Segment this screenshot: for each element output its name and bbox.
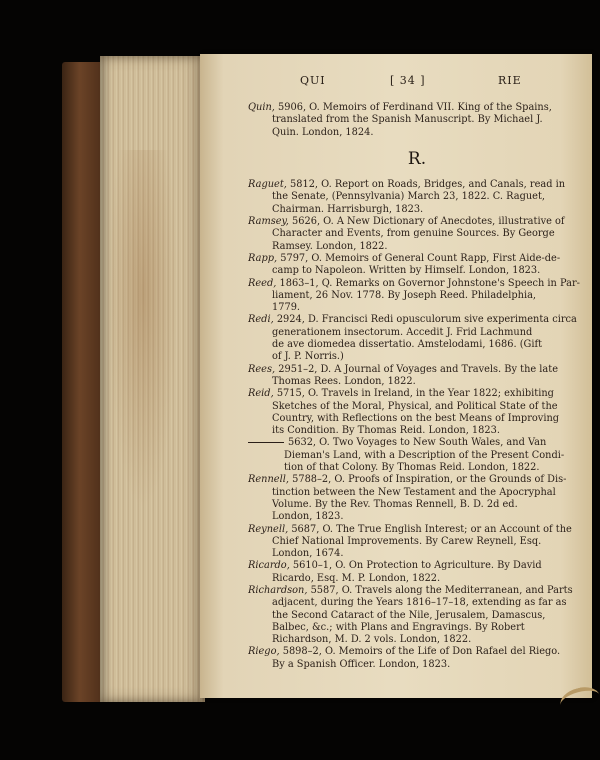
entry-text: Quin. London, 1824. (272, 126, 374, 138)
entry-continuation-line (248, 401, 586, 413)
author-name: Ricardo, (248, 560, 290, 572)
entry-text: 5812, O. Report on Roads, Bridges, and Canals, read in (286, 179, 566, 191)
entry-continuation-line (248, 302, 586, 314)
bibliography-entry (248, 102, 586, 139)
entry-text: By a Spanish Officer. London, 1823. (272, 658, 451, 670)
entry-text: its Condition. By Thomas Reid. London, 1823. (272, 425, 500, 437)
entry-continuation-line (248, 265, 586, 277)
entry-text: Country, with Reflections on the best Means of Improving (272, 412, 560, 424)
entry-continuation-line (248, 487, 586, 499)
bibliography-entry (248, 646, 586, 671)
entry-text: Character and Events, from genuine Sources. By George (272, 228, 555, 240)
entry-text: 5715, O. Travels in Ireland, in the Year 1822; exhibiting (273, 388, 554, 400)
entry-first-line (248, 585, 586, 597)
bibliography-entry (248, 179, 586, 216)
entry-continuation-line (248, 622, 586, 634)
entry-text: 5797, O. Memoirs of General Count Rapp, First Aide-de- (277, 252, 561, 264)
entry-text: tinction between the New Testament and the Apocryphal (272, 486, 556, 498)
entry-continuation-line (248, 290, 586, 302)
entry-text: tion of that Colony. By Thomas Reid. London, 1822. (284, 462, 540, 474)
entry-continuation-line (248, 573, 586, 585)
entry-text: Ricardo, Esq. M. P. London, 1822. (272, 572, 441, 584)
ditto-dash (248, 442, 284, 443)
bibliography-entry (248, 524, 586, 561)
author-name: Reynell, (248, 523, 289, 535)
author-name: Reid, (248, 388, 274, 400)
entry-continuation-line (248, 339, 586, 351)
entry-continuation-line (248, 376, 586, 388)
entry-continuation-line (248, 204, 586, 216)
author-name: Ramsey, (248, 216, 289, 228)
page-number: [ 34 ] (390, 74, 426, 87)
entry-continuation-line (248, 327, 586, 339)
entry-text: camp to Napoleon. Written by Himself. London, 1823. (272, 265, 541, 277)
entry-continuation-line (248, 425, 586, 437)
entry-text: Balbec, &c.; with Plans and Engravings. By Robert (272, 621, 525, 633)
entry-continuation-line (248, 228, 586, 240)
entry-text: of J. P. Norris.) (272, 351, 344, 363)
entry-continuation-line (248, 127, 586, 139)
entry-text: Volume. By the Rev. Thomas Rennell, B. D. 2d ed. (272, 498, 518, 510)
entry-first-line (248, 560, 586, 572)
entry-continuation-line (248, 659, 586, 671)
entry-continuation-line (248, 610, 586, 622)
entry-first-line (248, 524, 586, 536)
bibliography-entry (248, 314, 586, 363)
bibliography-entry (248, 437, 586, 474)
entry-continuation-line (248, 499, 586, 511)
entry-continuation-line (248, 114, 586, 126)
entry-first-line (248, 364, 586, 376)
bibliography-entry (248, 278, 586, 315)
entry-first-line (248, 474, 586, 486)
entry-text: translated from the Spanish Manuscript. By Michael J. (272, 114, 543, 126)
entry-text: the Second Cataract of the Nile, Jerusalem, Damascus, (272, 609, 546, 621)
bibliography-entry (248, 474, 586, 523)
entry-text: 5587, O. Travels along the Mediterranean, and Parts (307, 584, 573, 596)
entry-text: 5632, O. Two Voyages to New South Wales, and Van (288, 437, 547, 449)
entry-continuation-line (248, 241, 586, 253)
bibliography-entry (248, 364, 586, 389)
entry-text: 5906, O. Memoirs of Ferdinand VII. King of the Spains, (274, 102, 552, 113)
header-right: RIE (498, 74, 522, 87)
entry-text: the Senate, (Pennsylvania) March 23, 1822. C. Raguet, (272, 191, 546, 203)
entry-text: 5610–1, O. On Protection to Agriculture. By David (289, 560, 542, 572)
entry-text: London, 1823. (272, 511, 344, 523)
entry-text: 5626, O. A New Dictionary of Anecdotes, illustrative of (288, 216, 565, 228)
bibliography-entry (248, 560, 586, 585)
entry-continuation-line (248, 413, 586, 425)
entry-first-line (248, 102, 586, 114)
bibliography-entry (248, 388, 586, 437)
header-left: QUI (300, 74, 326, 87)
bibliography-entry (248, 585, 586, 646)
entry-text: Dieman's Land, with a Description of the Present Condi- (284, 449, 565, 461)
author-name: Richardson, (248, 584, 308, 596)
author-name: Raguet, (248, 179, 287, 191)
bibliography-entry (248, 216, 586, 253)
entry-continuation-line (248, 536, 586, 548)
entry-text: 1863–1, Q. Remarks on Governor Johnstone's Speech in Par- (276, 277, 580, 289)
entry-continuation-line (248, 462, 586, 474)
entry-first-line (248, 253, 586, 265)
entry-continuation-line (248, 511, 586, 523)
entry-continuation-line (248, 450, 586, 462)
entry-text: 2924, D. Francisci Redi opusculorum sive experimenta circa (273, 314, 577, 326)
entry-text: de ave diomedea dissertatio. Amstelodami, 1686. (Gift (272, 339, 543, 351)
entry-continuation-line (248, 191, 586, 203)
entry-text: Thomas Rees. London, 1822. (272, 375, 416, 387)
author-name: Rees, (248, 363, 276, 375)
entry-continuation-line (248, 351, 586, 363)
author-name: Quin, (248, 102, 275, 113)
water-stain (108, 150, 178, 510)
entry-text: Sketches of the Moral, Physical, and Political State of the (272, 400, 558, 412)
entry-text: Ramsey. London, 1822. (272, 240, 388, 252)
entry-text: liament, 26 Nov. 1778. By Joseph Reed. Philadelphia, (272, 289, 537, 301)
author-name: Rennell, (248, 474, 289, 486)
entry-first-line (248, 216, 586, 228)
entry-continuation-line (248, 548, 586, 560)
bibliography-entry (248, 253, 586, 278)
entry-text: adjacent, during the Years 1816–17–18, extending as far as (272, 597, 567, 609)
entries (248, 102, 586, 671)
entry-text: London, 1674. (272, 548, 344, 560)
entry-text: Chief National Improvements. By Carew Reynell, Esq. (272, 535, 542, 547)
author-name: Redi, (248, 314, 274, 326)
entry-text: Richardson, M. D. 2 vols. London, 1822. (272, 634, 472, 646)
author-name: Reed, (248, 277, 277, 289)
entry-first-line (248, 388, 586, 400)
entry-continuation-line (248, 597, 586, 609)
author-name: Riego, (248, 646, 280, 658)
entry-first-line (248, 646, 586, 658)
entry-text: Chairman. Harrisburgh, 1823. (272, 203, 424, 215)
entry-text: 5898–2, O. Memoirs of the Life of Don Rafael del Riego. (279, 646, 561, 658)
entry-text: 5788–2, O. Proofs of Inspiration, or the Grounds of Dis- (288, 474, 567, 486)
entry-first-line (248, 437, 586, 449)
section-letter: R. (407, 148, 427, 169)
author-name: Rapp, (248, 252, 278, 264)
entry-continuation-line (248, 634, 586, 646)
entry-text: 5687, O. The True English Interest; or an Account of the (288, 523, 572, 535)
entry-text: generationem insectorum. Accedit J. Frid Lachmund (272, 326, 533, 338)
entry-first-line (248, 314, 586, 326)
entry-first-line (248, 179, 586, 191)
entry-text: 1779. (272, 302, 301, 314)
page (200, 54, 592, 698)
entry-text: 2951–2, D. A Journal of Voyages and Travels. By the late (275, 363, 559, 375)
entry-first-line (248, 278, 586, 290)
